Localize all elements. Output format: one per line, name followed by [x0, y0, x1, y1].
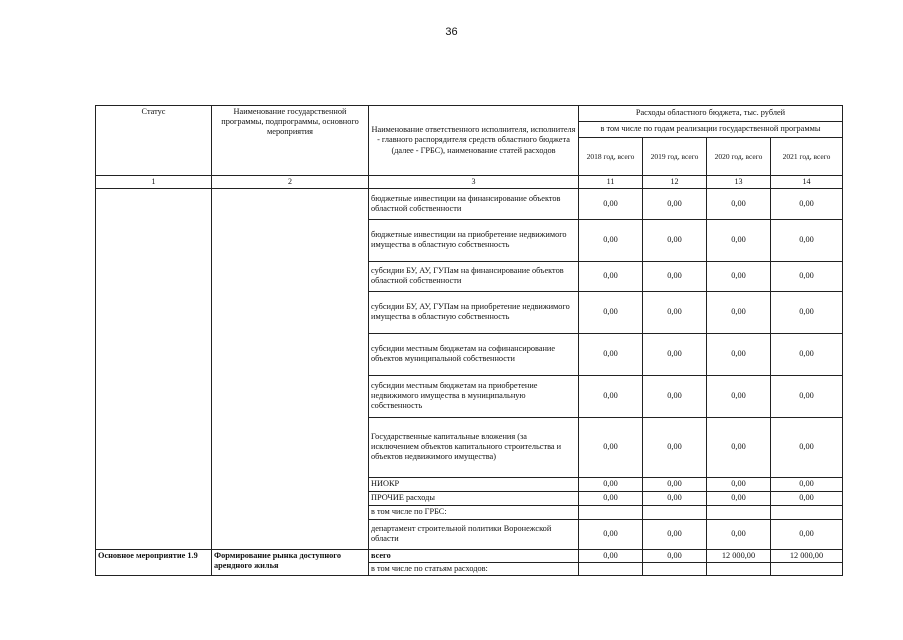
header-year-2018: 2018 год, всего — [579, 138, 643, 176]
value-2020: 0,00 — [707, 491, 771, 505]
value-2021: 0,00 — [771, 477, 843, 491]
budget-table — [95, 105, 843, 576]
expense-item-label: бюджетные инвестиции на приобретение недвижимого имущества в областную собственность — [369, 219, 579, 261]
value-2019: 0,00 — [643, 333, 707, 375]
value-2020: 0,00 — [707, 261, 771, 291]
value-2021: 0,00 — [771, 219, 843, 261]
value-2018: 0,00 — [579, 219, 643, 261]
value-2021: 0,00 — [771, 333, 843, 375]
column-index-row — [96, 176, 843, 189]
expense-item-label: ПРОЧИЕ расходы — [369, 491, 579, 505]
value-2019: 0,00 — [643, 477, 707, 491]
table-row — [96, 188, 843, 219]
column-index: 14 — [771, 176, 843, 189]
event-status: Основное мероприятие 1.9 — [96, 549, 212, 575]
event-total-label: всего — [369, 549, 579, 562]
page-number: 36 — [445, 26, 458, 38]
value-2018: 0,00 — [579, 261, 643, 291]
value-2018: 0,00 — [579, 291, 643, 333]
header-year-2019: 2019 год, всего — [643, 138, 707, 176]
value-2019 — [643, 505, 707, 519]
program-cell-empty — [212, 188, 369, 549]
value-2019: 0,00 — [643, 261, 707, 291]
event-total-2018: 0,00 — [579, 549, 643, 562]
column-index: 3 — [369, 176, 579, 189]
event-total-2020: 12 000,00 — [707, 549, 771, 562]
header-program: Наименование государственной программы, подпрограммы, основного мероприятия — [212, 106, 369, 176]
header-expenses: Расходы областного бюджета, тыс. рублей — [579, 106, 843, 122]
value-2019: 0,00 — [643, 491, 707, 505]
event-sub-2019 — [643, 562, 707, 575]
expense-item-label: субсидии БУ, АУ, ГУПам на приобретение недвижимого имущества в областную собственность — [369, 291, 579, 333]
expense-item-label: субсидии местным бюджетам на софинансирование объектов муниципальной собственности — [369, 333, 579, 375]
event-sub-2021 — [771, 562, 843, 575]
value-2021: 0,00 — [771, 188, 843, 219]
value-2019: 0,00 — [643, 219, 707, 261]
value-2018: 0,00 — [579, 333, 643, 375]
column-index: 2 — [212, 176, 369, 189]
value-2020 — [707, 505, 771, 519]
value-2019: 0,00 — [643, 188, 707, 219]
header-by-years: в том числе по годам реализации государственной программы — [579, 122, 843, 138]
expense-item-label: Государственные капитальные вложения (за исключением объектов капитального строительства и объектов недвижимого имущества) — [369, 417, 579, 477]
value-2020: 0,00 — [707, 417, 771, 477]
value-2019: 0,00 — [643, 417, 707, 477]
expense-item-label: НИОКР — [369, 477, 579, 491]
expense-item-label: бюджетные инвестиции на финансирование объектов областной собственности — [369, 188, 579, 219]
column-index: 11 — [579, 176, 643, 189]
value-2020: 0,00 — [707, 477, 771, 491]
value-2019: 0,00 — [643, 375, 707, 417]
event-total-row — [96, 549, 843, 562]
value-2021: 0,00 — [771, 519, 843, 549]
value-2018: 0,00 — [579, 491, 643, 505]
column-index: 1 — [96, 176, 212, 189]
header-status: Статус — [96, 106, 212, 176]
value-2021 — [771, 505, 843, 519]
header-year-2020: 2020 год, всего — [707, 138, 771, 176]
value-2018: 0,00 — [579, 188, 643, 219]
value-2019: 0,00 — [643, 519, 707, 549]
value-2019: 0,00 — [643, 291, 707, 333]
value-2018: 0,00 — [579, 417, 643, 477]
value-2020: 0,00 — [707, 291, 771, 333]
expense-item-label: субсидии БУ, АУ, ГУПам на финансирование объектов областной собственности — [369, 261, 579, 291]
value-2018: 0,00 — [579, 519, 643, 549]
value-2018: 0,00 — [579, 375, 643, 417]
value-2021: 0,00 — [771, 417, 843, 477]
status-cell-empty — [96, 188, 212, 549]
expense-item-label: департамент строительной политики Воронежской области — [369, 519, 579, 549]
value-2020: 0,00 — [707, 519, 771, 549]
value-2018 — [579, 505, 643, 519]
event-sub-2020 — [707, 562, 771, 575]
header-executor: Наименование ответственного исполнителя, исполнителя - главного распорядителя средств областного бюджета (далее - ГРБС), наименование статей расходов — [369, 106, 579, 176]
column-index: 13 — [707, 176, 771, 189]
event-total-2019: 0,00 — [643, 549, 707, 562]
value-2020: 0,00 — [707, 333, 771, 375]
value-2020: 0,00 — [707, 375, 771, 417]
expense-item-label: в том числе по ГРБС: — [369, 505, 579, 519]
value-2021: 0,00 — [771, 491, 843, 505]
header-year-2021: 2021 год, всего — [771, 138, 843, 176]
event-sub-label: в том числе по статьям расходов: — [369, 562, 579, 575]
value-2018: 0,00 — [579, 477, 643, 491]
value-2020: 0,00 — [707, 219, 771, 261]
value-2021: 0,00 — [771, 261, 843, 291]
expense-item-label: субсидии местным бюджетам на приобретение недвижимого имущества в муниципальную собственность — [369, 375, 579, 417]
event-name: Формирование рынка доступного арендного жилья — [212, 549, 369, 575]
event-total-2021: 12 000,00 — [771, 549, 843, 562]
value-2021: 0,00 — [771, 291, 843, 333]
value-2020: 0,00 — [707, 188, 771, 219]
event-sub-2018 — [579, 562, 643, 575]
column-index: 12 — [643, 176, 707, 189]
value-2021: 0,00 — [771, 375, 843, 417]
